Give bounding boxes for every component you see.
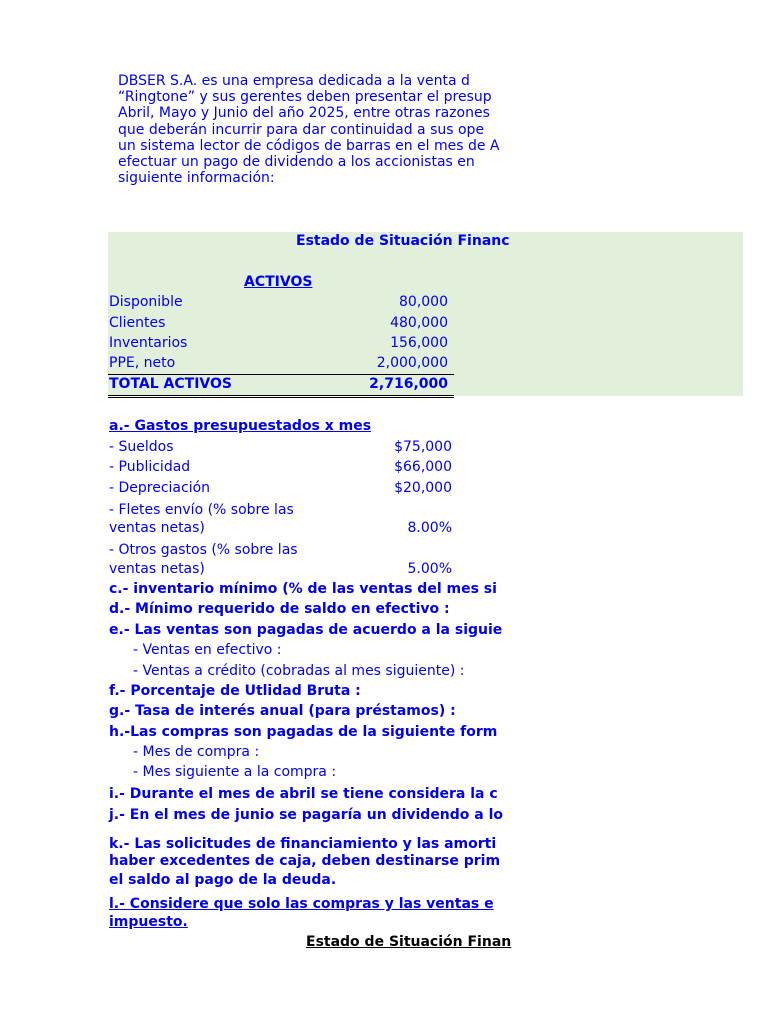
item-e-cash: - Ventas en efectivo :: [133, 642, 282, 658]
item-j: j.- En el mes de junio se pagaría un dividendo a lo: [109, 807, 504, 823]
total-assets-label: TOTAL ACTIVOS: [109, 376, 232, 392]
item-f: f.- Porcentaje de Utlidad Bruta :: [109, 683, 361, 699]
asset-value: 80,000: [399, 294, 448, 310]
otros-value: 5.00%: [407, 561, 452, 577]
intro-line: que deberán incurrir para dar continuidad a sus ope: [118, 121, 485, 138]
intro-line: siguiente información:: [118, 170, 275, 187]
item-e: e.- Las ventas son pagadas de acuerdo a la siguie: [109, 622, 503, 638]
fletes-label-2: ventas netas): [109, 520, 205, 536]
item-h-next: - Mes siguiente a la compra :: [133, 764, 337, 780]
item-l-line2: impuesto.: [109, 914, 188, 930]
asset-label: Inventarios: [109, 335, 188, 351]
expense-value: $75,000: [394, 439, 452, 455]
otros-label: - Otros gastos (% sobre las: [109, 542, 298, 558]
item-k-line1: k.- Las solicitudes de financiamiento y las amorti: [109, 836, 497, 852]
item-l-line1: l.- Considere que solo las compras y las ventas e: [109, 896, 494, 912]
expense-label: - Depreciación: [109, 480, 211, 496]
balance-sheet-title: Estado de Situación Financ: [296, 233, 510, 249]
item-g: g.- Tasa de interés anual (para préstamos) :: [109, 703, 456, 719]
expense-value: $20,000: [394, 480, 452, 496]
intro-line: efectuar un pago de dividendo a los accionistas en: [118, 154, 475, 171]
fletes-label: - Fletes envío (% sobre las: [109, 502, 294, 518]
expense-label: - Sueldos: [109, 439, 174, 455]
expense-label: - Publicidad: [109, 459, 191, 475]
asset-value: 2,000,000: [376, 355, 448, 371]
intro-line: DBSER S.A. es una empresa dedicada a la venta d: [118, 73, 470, 89]
assets-heading: ACTIVOS: [244, 274, 313, 290]
item-h-month: - Mes de compra :: [133, 744, 260, 760]
fletes-value: 8.00%: [407, 520, 452, 536]
item-k-line3: el saldo al pago de la deuda.: [109, 872, 337, 888]
expense-value: $66,000: [394, 459, 452, 475]
total-assets-value: 2,716,000: [369, 376, 448, 392]
asset-value: 156,000: [390, 335, 448, 351]
intro-line: un sistema lector de códigos de barras en el mes de A: [118, 137, 500, 154]
item-i: i.- Durante el mes de abril se tiene considera la c: [109, 786, 498, 802]
item-h: h.-Las compras son pagadas de la siguiente form: [109, 724, 498, 740]
intro-paragraph: [118, 73, 522, 186]
intro-line: “Ringtone” y sus gerentes deben presentar el presup: [118, 89, 492, 106]
otros-label-2: ventas netas): [109, 561, 205, 577]
asset-label: PPE, neto: [109, 355, 176, 371]
intro-line: Abril, Mayo y Junio del año 2025, entre otras razones: [118, 105, 490, 122]
item-d: d.- Mínimo requerido de saldo en efectivo :: [109, 601, 450, 617]
asset-label: Disponible: [109, 294, 183, 310]
item-c: c.- inventario mínimo (% de las ventas del mes si: [109, 581, 497, 597]
item-k-line2: haber excedentes de caja, deben destinarse prim: [109, 853, 501, 869]
item-e-credit: - Ventas a crédito (cobradas al mes siguiente) :: [133, 663, 465, 679]
asset-label: Clientes: [109, 315, 166, 331]
asset-value: 480,000: [390, 315, 448, 331]
footer-title: Estado de Situación Finan: [306, 934, 512, 950]
expenses-heading: a.- Gastos presupuestados x mes: [109, 418, 372, 434]
